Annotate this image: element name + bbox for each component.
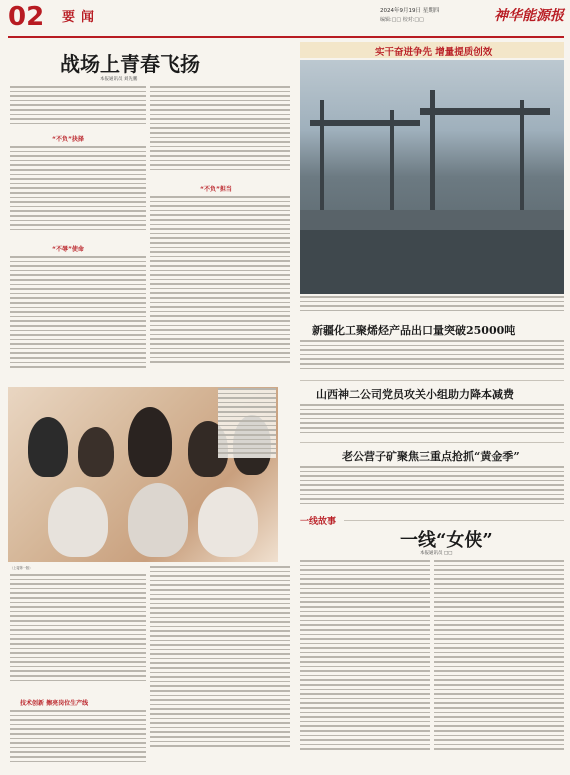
lead-text-col1-c [10,256,146,380]
lead-article-title: 战场上青春飞扬 [60,52,200,76]
photo-top-caption [300,296,564,316]
lead-text-col2-b [150,196,290,380]
lower-left-text-col1 [10,574,146,692]
lead-subhead-1: “不负”抉择 [52,136,84,143]
lead-text-col1-a [10,86,146,130]
story-2-text [300,404,564,438]
masthead-rule [8,36,564,38]
divider-1 [300,380,564,381]
lead-subhead-2: “不辱”使命 [52,246,84,253]
lower-left-text-col1-b [10,710,146,768]
lower-left-text-col2 [150,566,290,766]
column-text-col1 [300,560,430,768]
continued-note: （上接第一版） [10,566,33,570]
column-byline: 本报通讯员 □□ [420,551,453,556]
column-text-col2 [434,560,564,768]
issue-date: 2024年9月19日 星期四 [380,8,440,14]
story-1-text [300,340,564,374]
section-title: 要闻 [62,10,101,25]
lead-text-col2-a [150,86,290,180]
photo-women-caption [218,388,276,458]
column-tag: 一线故事 [300,517,337,527]
page-number: 02 [8,2,45,32]
column-rule [344,520,564,521]
editors-line: 编辑:□□ 校对:□□ [380,17,424,23]
story-1-title: 新疆化工聚烯烃产品出口量突破25000吨 [312,324,516,337]
masthead [0,0,570,40]
photo-port-cranes [300,60,564,294]
divider-2 [300,442,564,443]
column-title: 一线“女侠” [400,530,493,551]
slogan-text: 实干奋进争先 增量提质创效 [375,47,493,58]
lower-left-subhead: 技术创新 擦亮岗位生产线 [20,700,89,707]
story-3-text [300,466,564,510]
lead-subhead-3: “不负”担当 [200,186,232,193]
lead-article-byline: 本报通讯员 刘先鹏 [100,77,138,82]
story-2-title: 山西神二公司党员攻关小组助力降本减费 [316,388,514,401]
story-3-title: 老公营子矿聚焦三重点抢抓“黄金季” [342,450,520,463]
paper-logo: 神华能源报 [494,8,564,24]
lead-text-col1-b [10,146,146,240]
